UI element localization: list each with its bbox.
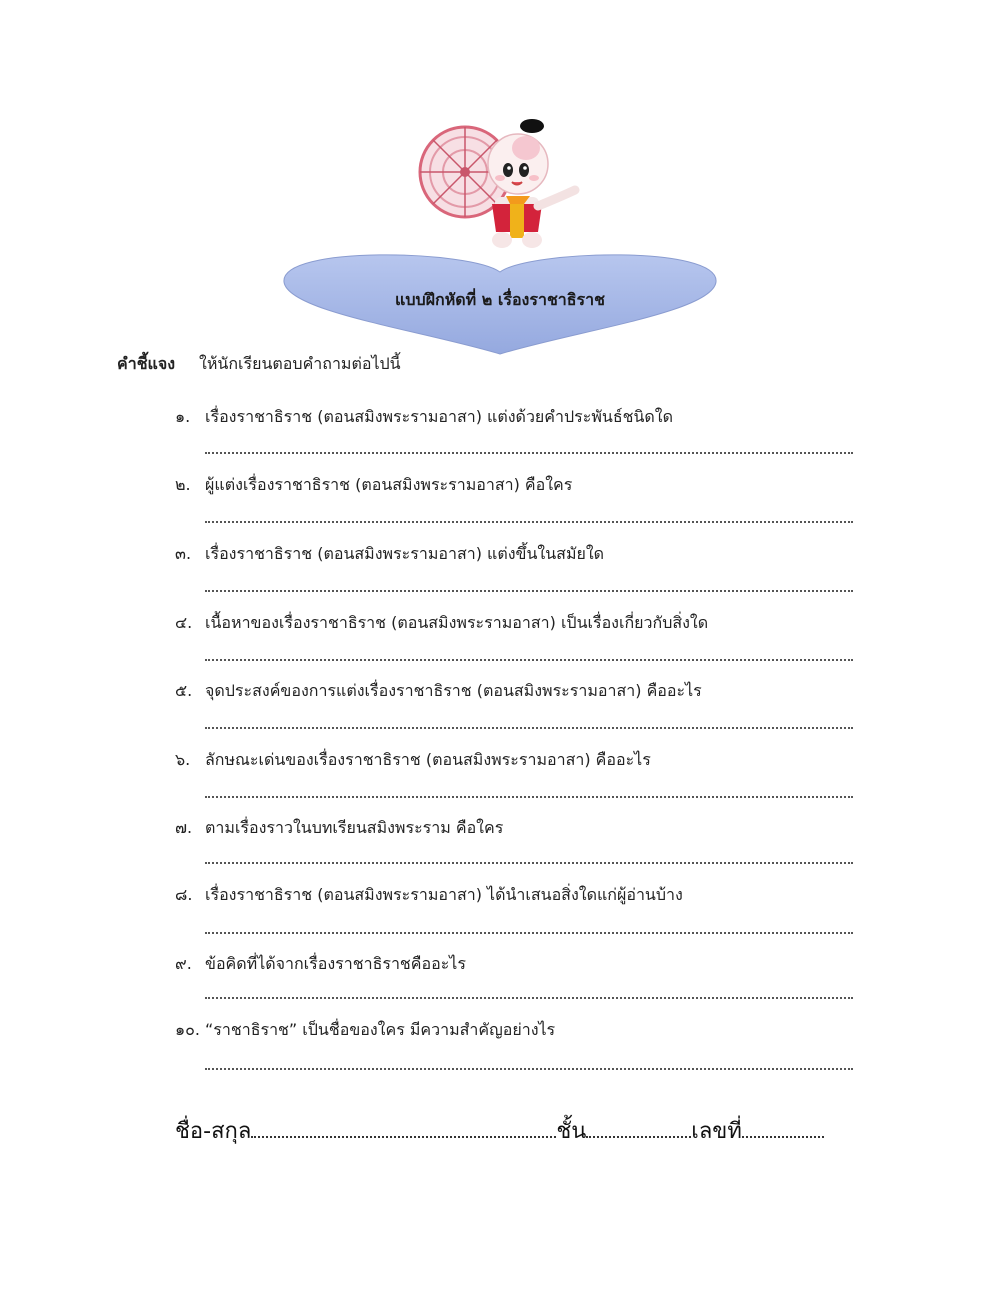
- question-4: [175, 612, 855, 634]
- question-number: ๙.: [175, 954, 192, 973]
- answer-line-3[interactable]: [205, 590, 853, 592]
- instructions-text: ให้นักเรียนตอบคำถามต่อไปนี้: [199, 354, 401, 373]
- question-number: ๑.: [175, 407, 191, 426]
- question-text: ลักษณะเด่นของเรื่องราชาธิราช (ตอนสมิงพระรามอาสา) คืออะไร: [205, 750, 651, 769]
- question-10: [175, 1019, 855, 1041]
- question-text: เรื่องราชาธิราช (ตอนสมิงพระรามอาสา) แต่งขึ้นในสมัยใด: [205, 544, 605, 563]
- answer-line-6[interactable]: [205, 796, 853, 798]
- mascot-illustration: [410, 112, 590, 262]
- question-number: ๖.: [175, 750, 191, 769]
- question-9: [175, 953, 855, 975]
- class-field[interactable]: [586, 1118, 691, 1138]
- name-label: ชื่อ-สกุล: [175, 1119, 252, 1144]
- question-text: เรื่องราชาธิราช (ตอนสมิงพระรามอาสา) แต่งด้วยคำประพันธ์ชนิดใด: [205, 407, 673, 426]
- question-number: ๒.: [175, 475, 191, 494]
- class-label: ชั้น: [556, 1119, 587, 1144]
- answer-line-9[interactable]: [205, 997, 853, 999]
- worksheet-title: แบบฝึกหัดที่ ๒ เรื่องราชาธิราช: [395, 290, 605, 309]
- question-number: ๗.: [175, 818, 193, 837]
- question-8: [175, 884, 855, 906]
- student-info-footer: [175, 1113, 824, 1148]
- question-text: “ราชาธิราช” เป็นชื่อของใคร มีความสำคัญอย่างไร: [205, 1020, 556, 1039]
- answer-line-7[interactable]: [205, 862, 853, 864]
- question-1: [175, 406, 855, 428]
- question-text: ตามเรื่องราวในบทเรียนสมิงพระราม คือใคร: [205, 818, 504, 837]
- answer-line-5[interactable]: [205, 727, 853, 729]
- question-5: [175, 680, 855, 702]
- question-number: ๓.: [175, 544, 192, 563]
- question-2: [175, 474, 855, 496]
- answer-line-8[interactable]: [205, 932, 853, 934]
- answer-line-2[interactable]: [205, 521, 853, 523]
- instructions-label: คำชี้แจง: [117, 354, 176, 373]
- number-field[interactable]: [742, 1118, 824, 1138]
- number-label: เลขที่: [691, 1119, 742, 1144]
- question-text: จุดประสงค์ของการแต่งเรื่องราชาธิราช (ตอนสมิงพระรามอาสา) คืออะไร: [205, 681, 702, 700]
- name-field[interactable]: [251, 1118, 556, 1138]
- question-number: ๕.: [175, 681, 193, 700]
- question-number: ๘.: [175, 885, 193, 904]
- question-text: ข้อคิดที่ได้จากเรื่องราชาธิราชคืออะไร: [205, 954, 466, 973]
- question-number: ๔.: [175, 613, 193, 632]
- answer-line-4[interactable]: [205, 659, 853, 661]
- question-number: ๑๐.: [175, 1020, 201, 1039]
- question-6: [175, 749, 855, 771]
- answer-line-10[interactable]: [205, 1068, 853, 1070]
- question-text: เนื้อหาของเรื่องราชาธิราช (ตอนสมิงพระรามอาสา) เป็นเรื่องเกี่ยวกับสิ่งใด: [205, 613, 709, 632]
- question-text: เรื่องราชาธิราช (ตอนสมิงพระรามอาสา) ได้นำเสนอสิ่งใดแก่ผู้อ่านบ้าง: [205, 885, 683, 904]
- question-3: [175, 543, 855, 565]
- instructions: [117, 352, 401, 377]
- question-text: ผู้แต่งเรื่องราชาธิราช (ตอนสมิงพระรามอาสา) คือใคร: [205, 475, 573, 494]
- answer-line-1[interactable]: [205, 452, 853, 454]
- question-7: [175, 817, 855, 839]
